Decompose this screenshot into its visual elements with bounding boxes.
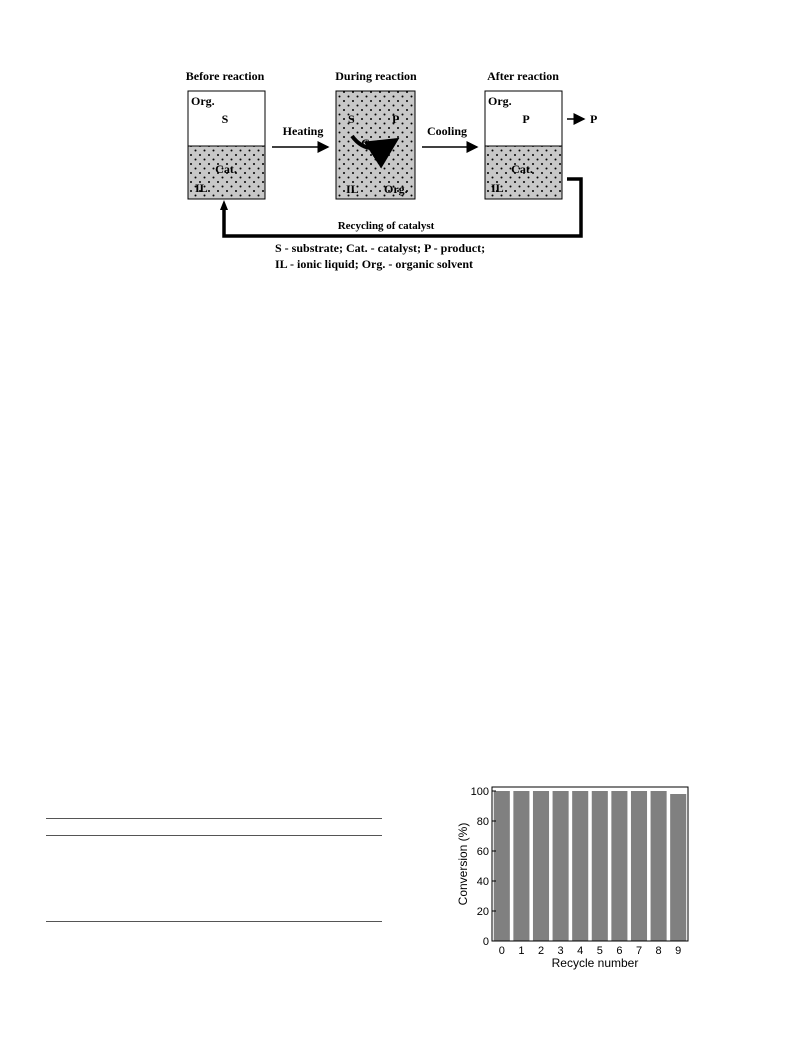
recycle-arrowhead (220, 200, 228, 210)
bar-5 (592, 791, 608, 941)
stage1-substrate-label: S (221, 112, 229, 126)
y-tick-label-40: 40 (476, 876, 489, 888)
stage2-title: During reaction (335, 69, 417, 83)
table-top-rule (46, 818, 382, 819)
x-tick-label-8: 8 (655, 945, 662, 957)
x-tick-label-2: 2 (537, 945, 545, 957)
stage2-product-label: P (392, 112, 400, 126)
y-tick-label-20: 20 (476, 906, 489, 918)
y-axis-label: Conversion (%) (456, 822, 470, 906)
legend-line-2: IL - ionic liquid; Org. - organic solvent (275, 257, 474, 271)
bar-4 (572, 791, 588, 941)
stage3-il-label: IL (491, 181, 504, 195)
stage1-org-label: Org. (191, 94, 215, 108)
stage3-title: After reaction (487, 69, 559, 83)
stage3-org-label: Org. (488, 94, 512, 108)
x-tick-label-3: 3 (557, 945, 564, 957)
stage1-catalyst-label: Cat. (215, 162, 237, 176)
x-tick-label-4: 4 (577, 945, 584, 957)
x-tick-label-1: 1 (518, 945, 525, 957)
bar-8 (651, 791, 667, 941)
table-header-rule (46, 835, 382, 836)
bar-6 (611, 791, 627, 941)
cooling-label: Cooling (426, 124, 468, 138)
stage2-il-label: IL (346, 182, 359, 196)
legend-line-1: S - substrate; Cat. - catalyst; P - product; (275, 241, 486, 255)
stage2-org-label: Org. (384, 182, 408, 196)
bar-series (494, 791, 686, 941)
y-tick-label-100: 100 (470, 786, 489, 798)
x-tick-label-6: 6 (616, 945, 623, 957)
bar-2 (533, 791, 549, 941)
stage3-product-label: P (522, 112, 530, 126)
stage2-substrate-label: S (348, 112, 355, 126)
y-tick-label-0: 0 (482, 936, 489, 948)
x-tick-label-9: 9 (675, 945, 682, 957)
table-bottom-rule (46, 921, 382, 922)
product-out-label: P (590, 112, 598, 126)
bar-3 (553, 791, 569, 941)
x-tick-label-7: 7 (635, 945, 643, 957)
recycle-conversion-chart (450, 775, 700, 975)
stage1-il-label: IL (195, 181, 208, 195)
bar-9 (670, 794, 686, 941)
x-tick-label-0: 0 (498, 945, 505, 957)
bar-0 (494, 791, 510, 941)
stage2-catalyst-label: Cat. (361, 136, 383, 150)
recycle-label: Recycling of catalyst (337, 220, 435, 232)
heating-label: Heating (282, 124, 324, 138)
x-axis-label: Recycle number (551, 956, 639, 970)
bar-7 (631, 791, 647, 941)
y-tick-label-60: 60 (476, 846, 489, 858)
y-tick-label-80: 80 (476, 816, 489, 828)
x-tick-label-5: 5 (596, 945, 603, 957)
stage3-catalyst-label: Cat. (511, 162, 533, 176)
stage1-title: Before reaction (185, 69, 265, 83)
bar-1 (513, 791, 529, 941)
